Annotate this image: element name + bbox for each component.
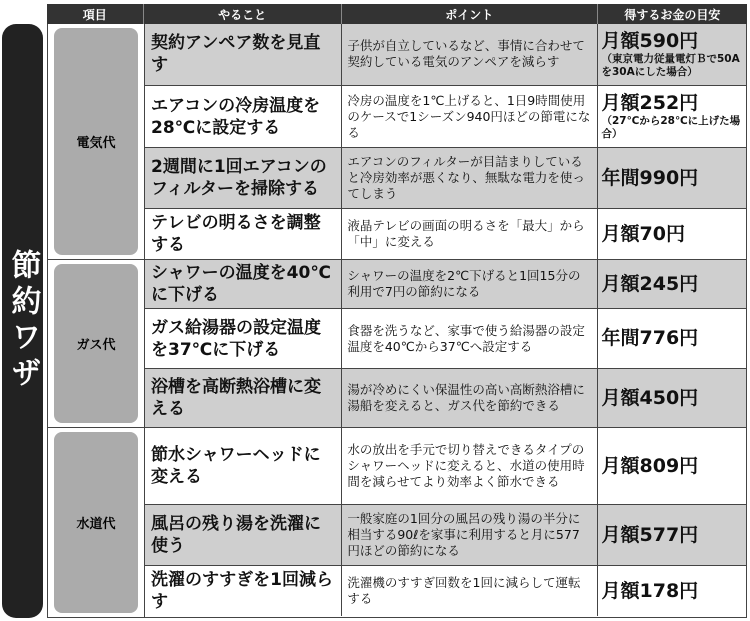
saving-amount: 月額450円 <box>601 386 699 409</box>
table-row <box>145 148 746 209</box>
saving-cell <box>598 148 747 208</box>
saving-cell <box>598 24 747 85</box>
table-row <box>145 209 746 259</box>
header-point: ポイント <box>342 4 598 24</box>
category-label: 水道代 <box>54 432 138 613</box>
saving-cell <box>598 566 747 616</box>
saving-cell <box>598 209 747 259</box>
saving-note: （27℃から28℃に上げた場合） <box>601 115 741 140</box>
saving-cell <box>598 505 747 565</box>
saving-cell <box>598 260 747 308</box>
point-text: 湯が冷めにくい保温性の高い高断熱浴槽に湯船を変えると、ガス代を節約できる <box>342 369 597 427</box>
point-text: エアコンのフィルターが目詰まりしていると冷房効率が悪くなり、無駄な電力を使ってしまう <box>342 148 597 208</box>
point-text: 子供が自立しているなど、事情に合わせて契約している電気のアンペアを減らす <box>342 24 597 85</box>
category-label: 電気代 <box>54 28 138 255</box>
point-text: 一般家庭の1回分の風呂の残り湯の半分に相当する90ℓを家事に利用すると月に577円ほどの節約になる <box>342 505 597 565</box>
saving-cell <box>598 369 747 427</box>
table-row <box>145 309 746 369</box>
action-text: エアコンの冷房温度を28℃に設定する <box>145 86 342 148</box>
point-text: 食器を洗うなど、家事で使う給湯器の設定温度を40℃から37℃へ設定する <box>342 309 597 368</box>
table-row <box>145 260 746 309</box>
saving-cell <box>598 428 747 504</box>
point-text: 洗濯機のすすぎ回数を1回に減らして運転する <box>342 566 597 616</box>
saving-amount: 月額245円 <box>601 272 699 295</box>
header-action: やること <box>144 4 342 24</box>
group-water <box>47 428 747 618</box>
point-text: 液晶テレビの画面の明るさを「最大」から「中」に変える <box>342 209 597 259</box>
saving-amount: 月額590円 <box>601 29 699 52</box>
table-row <box>145 24 746 86</box>
action-text: 契約アンペア数を見直す <box>145 24 342 85</box>
savings-table <box>47 4 747 618</box>
side-label-panel <box>2 24 43 618</box>
action-text: シャワーの温度を40℃に下げる <box>145 260 342 308</box>
saving-cell <box>598 309 747 368</box>
action-text: ガス給湯器の設定温度を37℃に下げる <box>145 309 342 368</box>
saving-amount: 年間776円 <box>601 327 699 349</box>
table-row <box>145 369 746 427</box>
saving-amount: 月額178円 <box>601 579 699 602</box>
table-row <box>145 505 746 566</box>
point-text: 水の放出を手元で切り替えできるタイプのシャワーヘッドに変えると、水道の使用時間を減らせてより効率よく節水できる <box>342 428 597 504</box>
saving-amount: 月額252円 <box>601 92 699 114</box>
saving-amount: 月額809円 <box>601 454 699 477</box>
saving-cell <box>598 86 747 148</box>
table-header <box>47 4 747 24</box>
saving-amount: 年間990円 <box>601 166 699 189</box>
action-text: テレビの明るさを調整する <box>145 209 342 259</box>
table-row <box>145 86 746 149</box>
category-cell <box>48 24 145 259</box>
side-label: 節約ワザ <box>5 249 41 393</box>
saving-amount: 月額70円 <box>601 222 685 245</box>
group-electricity <box>47 24 747 260</box>
action-text: 風呂の残り湯を洗濯に使う <box>145 505 342 565</box>
saving-amount: 月額577円 <box>601 523 699 546</box>
point-text: 冷房の温度を1℃上げると、1日9時間使用のケースで1シーズン940円ほどの節電になる <box>342 86 597 148</box>
point-text: シャワーの温度を2℃下げると1回15分の利用で7円の節約になる <box>342 260 597 308</box>
action-text: 節水シャワーヘッドに変える <box>145 428 342 504</box>
table-row <box>145 566 746 616</box>
header-saving: 得するお金の目安 <box>624 7 721 22</box>
category-cell <box>48 428 145 617</box>
table-row <box>145 428 746 505</box>
action-text: 洗濯のすすぎを1回減らす <box>145 566 342 616</box>
header-category: 項目 <box>47 4 144 24</box>
saving-note: （東京電力従量電灯Ｂで50Aを30Aにした場合） <box>601 52 740 78</box>
category-cell <box>48 260 145 427</box>
action-text: 2週間に1回エアコンのフィルターを掃除する <box>145 148 342 208</box>
category-label: ガス代 <box>54 264 138 423</box>
action-text: 浴槽を高断熱浴槽に変える <box>145 369 342 427</box>
group-gas <box>47 260 747 428</box>
